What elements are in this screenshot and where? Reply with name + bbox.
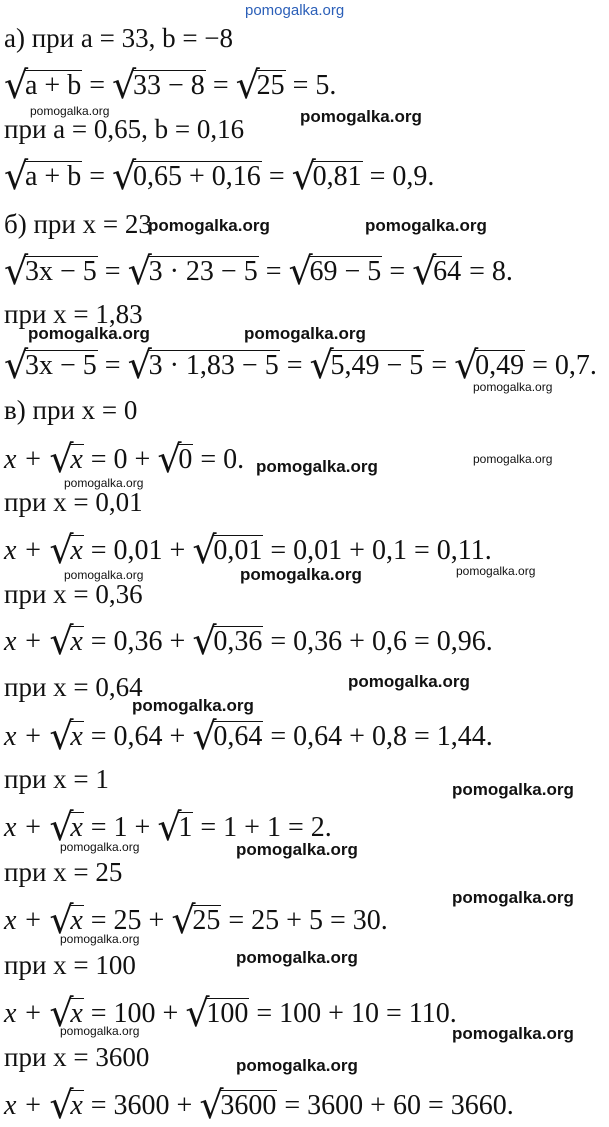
radical: √ x: [51, 812, 83, 844]
radical: √ x: [51, 444, 83, 476]
radical: √ 3 · 1,83 − 5: [130, 350, 280, 382]
equation-8: x + √ x = 0,64 + √ 0,64 = 0,64 + 0,8 = 1,44.: [4, 721, 493, 753]
watermark: pomogalka.org: [452, 1024, 574, 1043]
radical: √ x: [51, 626, 83, 658]
watermark: pomogalka.org: [473, 452, 553, 466]
part-c-condition-8: при x = 3600: [4, 1042, 150, 1072]
watermark: pomogalka.org: [236, 1056, 358, 1075]
radical: √ 0,49: [456, 350, 525, 382]
watermark: pomogalka.org: [132, 696, 254, 715]
part-b-condition-2: при x = 1,83: [4, 299, 143, 329]
part-b-condition-1: б) при x = 23: [4, 209, 152, 239]
radical: √ 0: [159, 444, 193, 476]
watermark: pomogalka.org: [452, 888, 574, 907]
watermark: pomogalka.org: [64, 476, 144, 490]
radical: √ 3 · 23 − 5: [130, 256, 259, 288]
radical: √ 3x − 5: [6, 350, 98, 382]
radical: √ a + b: [6, 70, 82, 102]
radical: √ 5,49 − 5: [312, 350, 425, 382]
watermark: pomogalka.org: [240, 565, 362, 584]
part-a-condition-2: при a = 0,65, b = 0,16: [4, 114, 245, 144]
watermark: pomogalka.org: [348, 672, 470, 691]
watermark: pomogalka.org: [300, 107, 422, 126]
radical: √ 0,81: [294, 161, 363, 193]
equation-12: x + √ x = 3600 + √ 3600 = 3600 + 60 = 3660.: [4, 1090, 514, 1122]
radical: √ 0,01: [194, 535, 263, 567]
radical: √ 3600: [201, 1090, 277, 1122]
watermark: pomogalka.org: [148, 216, 270, 235]
radical: √ 64: [414, 256, 462, 288]
equation-4: √ 3x − 5 = √ 3 · 1,83 − 5 = √ 5,49 − 5 = √ 0,49 = 0,7.: [4, 350, 597, 382]
watermark: pomogalka.org: [30, 104, 110, 118]
equation-11: x + √ x = 100 + √ 100 = 100 + 10 = 110.: [4, 998, 457, 1030]
radical: √ 25: [238, 70, 286, 102]
watermark: pomogalka.org: [236, 948, 358, 967]
watermark: pomogalka.org: [60, 840, 140, 854]
watermark: pomogalka.org: [256, 457, 378, 476]
watermark: pomogalka.org: [456, 564, 536, 578]
equation-2: √ a + b = √ 0,65 + 0,16 = √ 0,81 = 0,9.: [4, 161, 434, 193]
radical: √ x: [51, 998, 83, 1030]
equation-7: x + √ x = 0,36 + √ 0,36 = 0,36 + 0,6 = 0,96.: [4, 626, 493, 658]
radical: √ 33 − 8: [114, 70, 206, 102]
radical: √ 25: [173, 905, 221, 937]
radical: √ 1: [159, 812, 193, 844]
radical: √ 0,64: [194, 721, 263, 753]
radical: √ 0,36: [194, 626, 263, 658]
part-c-condition-3: при x = 0,36: [4, 579, 143, 609]
part-c-condition-4: при x = 0,64: [4, 672, 143, 702]
equation-9: x + √ x = 1 + √ 1 = 1 + 1 = 2.: [4, 812, 332, 844]
part-c-condition-5: при x = 1: [4, 764, 109, 794]
radical: √ x: [51, 1090, 83, 1122]
equation-10: x + √ x = 25 + √ 25 = 25 + 5 = 30.: [4, 905, 388, 937]
watermark: pomogalka.org: [244, 324, 366, 343]
radical: √ a + b: [6, 161, 82, 193]
part-c-condition-2: при x = 0,01: [4, 487, 143, 517]
part-c-condition-7: при x = 100: [4, 950, 136, 980]
equation-3: √ 3x − 5 = √ 3 · 23 − 5 = √ 69 − 5 = √ 64 = 8.: [4, 256, 513, 288]
watermark: pomogalka.org: [28, 324, 150, 343]
part-c-condition-1: в) при x = 0: [4, 395, 138, 425]
radical: √ 100: [187, 998, 249, 1030]
radical: √ 3x − 5: [6, 256, 98, 288]
radical: √ x: [51, 535, 83, 567]
watermark: pomogalka.org: [64, 568, 144, 582]
radical: √ x: [51, 905, 83, 937]
watermark: pomogalka.org: [365, 216, 487, 235]
radical: √ 0,65 + 0,16: [114, 161, 262, 193]
part-a-condition-1: а) при a = 33, b = −8: [4, 23, 234, 53]
radical: √ 69 − 5: [291, 256, 383, 288]
watermark: pomogalka.org: [473, 380, 553, 394]
site-header-link[interactable]: pomogalka.org: [245, 2, 345, 19]
watermark: pomogalka.org: [452, 780, 574, 799]
equation-6: x + √ x = 0,01 + √ 0,01 = 0,01 + 0,1 = 0,11.: [4, 535, 492, 567]
equation-5: x + √ x = 0 + √ 0 = 0.: [4, 444, 244, 476]
watermark: pomogalka.org: [60, 932, 140, 946]
equation-1: √ a + b = √ 33 − 8 = √ 25 = 5.: [4, 70, 336, 102]
watermark: pomogalka.org: [236, 840, 358, 859]
part-c-condition-6: при x = 25: [4, 857, 123, 887]
watermark: pomogalka.org: [60, 1024, 140, 1038]
radical: √ x: [51, 721, 83, 753]
